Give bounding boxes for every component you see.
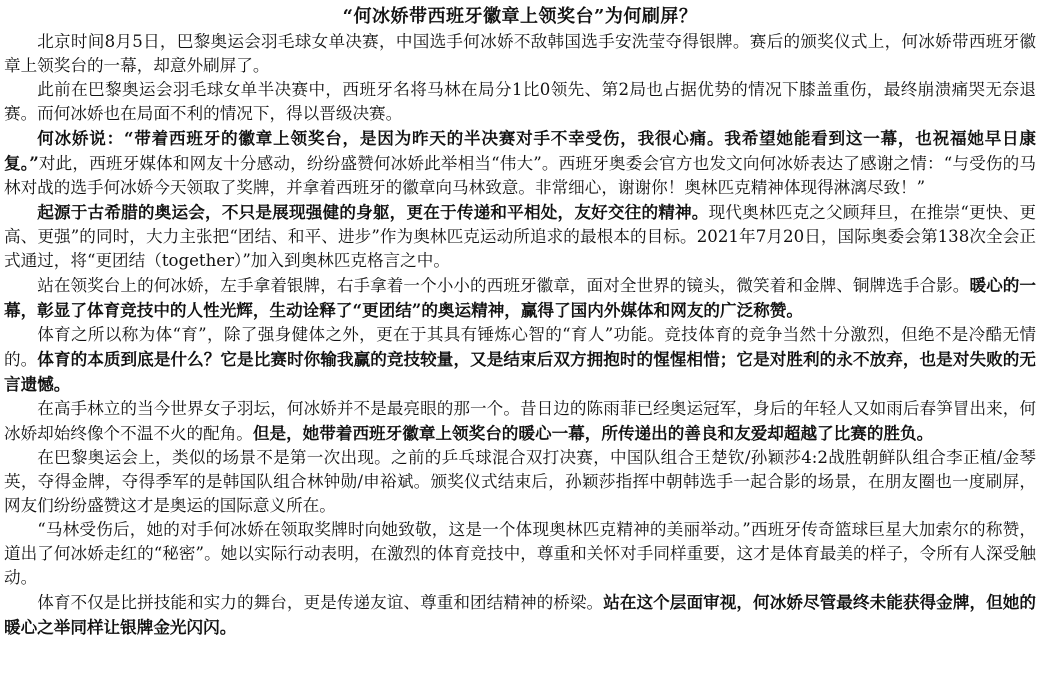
text-segment: 站在领奖台上的何冰娇，左手拿着银牌，右手拿着一个小小的西班牙徽章，面对全世界的镜头，微笑着和金牌、铜牌选手合影。	[37, 276, 970, 295]
bold-text-segment: 站在这个层面审视，何冰娇尽管最终未能获得金牌，但她的暖心之举同样让银牌金光闪闪。	[4, 592, 1037, 637]
bold-text-segment: 体育的本质到底是什么？它是比赛时你输我赢的竞技较量，又是结束后双方拥抱时的惺惺相惜；它是对胜利的永不放弃，也是对失败的无言遗憾。	[4, 349, 1037, 394]
article-paragraph	[4, 397, 1036, 446]
article-paragraph	[4, 590, 1036, 640]
text-segment: 北京时间8月5日，巴黎奥运会羽毛球女单决赛，中国选手何冰娇不敌韩国选手安洗莹夺得银牌。赛后的颁奖仪式上，何冰娇带西班牙徽章上领奖台的一幕，却意外刷屏了。	[4, 32, 1036, 75]
article-paragraph	[4, 518, 1036, 590]
article-paragraph	[4, 30, 1036, 78]
article-paragraph	[4, 446, 1036, 518]
article-paragraph	[4, 323, 1036, 397]
text-segment: 在巴黎奥运会上，类似的场景不是第一次出现。之前的乒乓球混合双打决赛，中国队组合王楚钦/孙颖莎4:2战胜朝鲜队组合李正植/金琴英，夺得金牌，夺得季军的是韩国队组合林钟勋/申裕斌。颁奖仪式结束后，孙颖莎指挥中朝韩选手一起合影的场景，在朋友圈也一度刷屏，网友们纷纷盛赞这才是奥运的国际意义所在。	[4, 448, 1036, 515]
article-title: “何冰娇带西班牙徽章上领奖台”为何刷屏？	[342, 6, 698, 27]
bold-text-segment: 起源于古希腊的奥运会，不只是展现强健的身躯，更在于传递和平相处，友好交往的精神。	[37, 202, 709, 222]
bold-text-segment: 何冰娇说：“带着西班牙的徽章上领奖台，是因为昨天的半决赛对手不幸受伤，我很心痛。我希望她能看到这一幕，也祝福她早日康复。”	[4, 128, 1036, 173]
article-paragraph	[4, 78, 1036, 126]
text-segment: 在高手林立的当今世界女子羽坛，何冰娇并不是最亮眼的那一个。昔日边的陈雨菲已经奥运冠军，身后的年轻人又如雨后春笋冒出来，何冰娇却始终像个不温不火的配角。	[4, 399, 1036, 443]
text-segment: 对此，西班牙媒体和网友十分感动，纷纷盛赞何冰娇此举相当“伟大”。西班牙奥委会官方也发文向何冰娇表达了感谢之情：“与受伤的马林对战的选手何冰娇今天领取了奖牌，并拿着西班牙的徽章向马林致意。非常细心，谢谢你！奥林匹克精神体现得淋漓尽致！”	[4, 154, 1036, 197]
text-segment: 此前在巴黎奥运会羽毛球女单半决赛中，西班牙名将马林在局分1比0领先、第2局也占据优势的情况下膝盖重伤，最终崩溃痛哭无奈退赛。而何冰娇也在局面不利的情况下，得以晋级决赛。	[4, 80, 1036, 123]
text-segment: 体育不仅是比拼技能和实力的舞台，更是传递友谊、尊重和团结精神的桥梁。	[37, 593, 604, 612]
article-paragraph	[4, 273, 1036, 323]
article-paragraph	[4, 200, 1036, 273]
article-paragraph	[4, 126, 1036, 200]
text-segment: 现代奥林匹克之父顾拜旦，在推崇“更快、更高、更强”的同时，大力主张把“团结、和平、进步”作为奥林匹克运动所追求的最根本的目标。2021年7月20日，国际奥委会第138次全会正式通过，将“更团结（together）”加入到奥林匹克格言之中。	[4, 203, 1036, 270]
article-body	[4, 30, 1036, 640]
text-segment: 体育之所以称为体“育”，除了强身健体之外，更在于其具有锤炼心智的“育人”功能。竞技体育的竞争当然十分激烈，但绝不是冷酷无情的。	[4, 325, 1036, 369]
bold-text-segment: 但是，她带着西班牙徽章上领奖台的暖心一幕，所传递出的善良和友爱却超越了比赛的胜负。	[252, 423, 934, 443]
text-segment: “马林受伤后，她的对手何冰娇在领取奖牌时向她致敬，这是一个体现奥林匹克精神的美丽举动。”西班牙传奇篮球巨星大加索尔的称赞，道出了何冰娇走红的“秘密”。她以实际行动表明，在激烈的体育竞技中，尊重和关怀对手同样重要，这才是体育最美的样子，令所有人深受触动。	[4, 520, 1036, 587]
bold-text-segment: 暖心的一幕，彰显了体育竞技中的人性光辉，生动诠释了“更团结”的奥运精神，赢得了国内外媒体和网友的广泛称赞。	[4, 275, 1037, 320]
